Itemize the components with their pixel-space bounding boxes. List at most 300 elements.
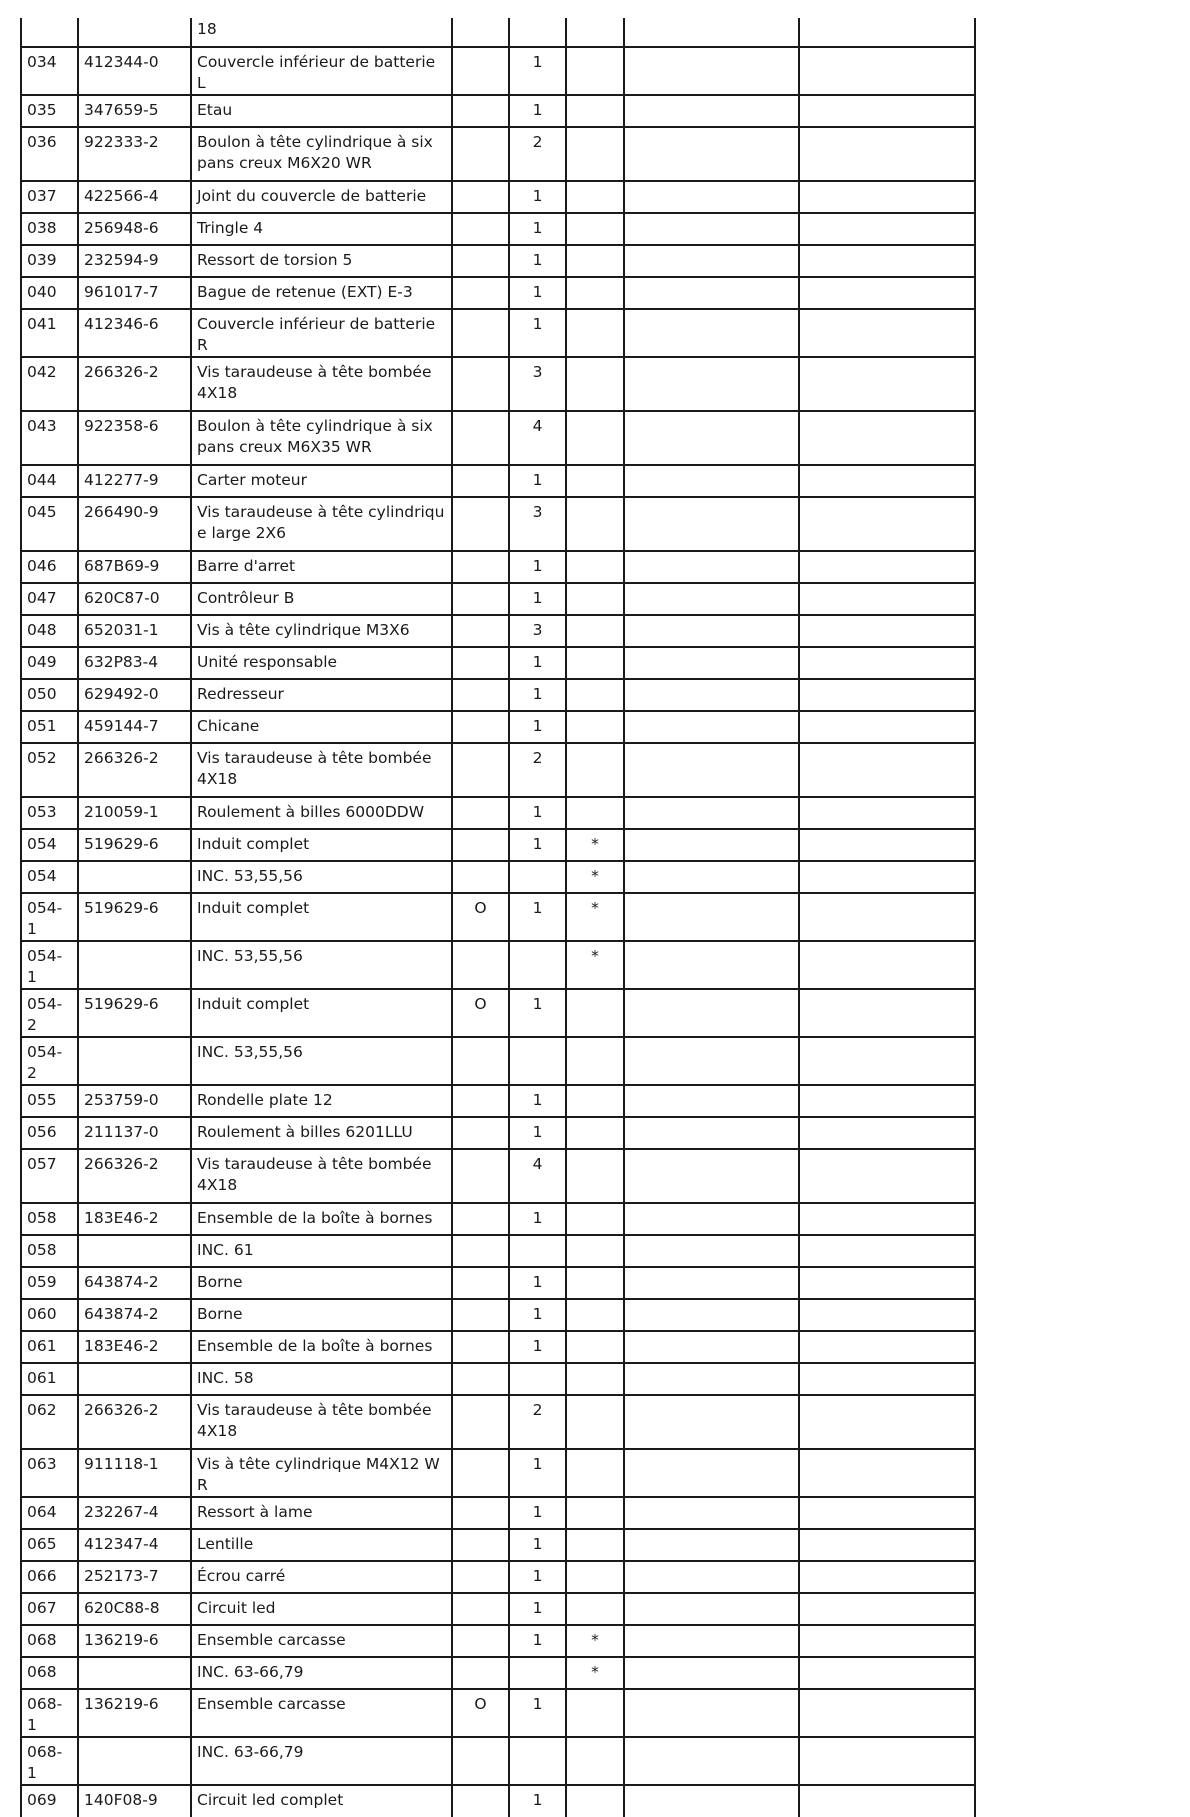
blank-cell [799,615,975,647]
mark-cell [452,213,509,245]
blank-cell [624,941,799,989]
item-number-cell: 045 [21,497,78,551]
mark-cell [452,829,509,861]
mark-cell [452,941,509,989]
item-number-cell: 035 [21,95,78,127]
blank-cell [799,181,975,213]
item-number-cell: 068 [21,1625,78,1657]
description-cell: Redresseur [191,679,452,711]
mark-cell [452,127,509,181]
note-cell: * [566,893,624,941]
mark-cell [452,1117,509,1149]
quantity-cell: 2 [509,127,566,181]
quantity-cell: 1 [509,465,566,497]
blank-cell [624,1085,799,1117]
item-number-cell: 064 [21,1497,78,1529]
blank-cell [799,47,975,95]
description-cell: INC. 63-66,79 [191,1657,452,1689]
blank-cell [799,411,975,465]
blank-cell [799,679,975,711]
table-row [21,1235,975,1267]
quantity-cell: 1 [509,1561,566,1593]
table-row [21,181,975,213]
blank-cell [799,941,975,989]
blank-cell [624,1737,799,1785]
quantity-cell: 3 [509,357,566,411]
note-cell [566,213,624,245]
part-number-cell: 911118-1 [78,1449,191,1497]
blank-cell [624,647,799,679]
note-cell [566,1203,624,1235]
quantity-cell [509,1037,566,1085]
blank-cell [624,1689,799,1737]
table-row [21,615,975,647]
mark-cell [452,743,509,797]
description-cell: Borne [191,1267,452,1299]
description-cell: Vis taraudeuse à tête bombée 4X18 [191,1395,452,1449]
part-number-cell: 347659-5 [78,95,191,127]
quantity-cell: 1 [509,1203,566,1235]
description-cell: Induit complet [191,989,452,1037]
mark-cell [452,1737,509,1785]
blank-cell [799,1037,975,1085]
part-number-cell: 136219-6 [78,1689,191,1737]
description-cell: Vis à tête cylindrique M3X6 [191,615,452,647]
item-number-cell: 043 [21,411,78,465]
item-number-cell: 056 [21,1117,78,1149]
quantity-cell: 1 [509,1267,566,1299]
table-row [21,711,975,743]
blank-cell [624,47,799,95]
mark-cell [452,465,509,497]
part-number-cell: 183E46-2 [78,1203,191,1235]
part-number-cell: 232267-4 [78,1497,191,1529]
description-cell: Circuit led [191,1593,452,1625]
note-cell [566,647,624,679]
blank-cell [799,1235,975,1267]
item-number-cell: 059 [21,1267,78,1299]
description-cell: INC. 61 [191,1235,452,1267]
mark-cell [452,861,509,893]
note-cell [566,679,624,711]
mark-cell [452,357,509,411]
mark-cell [452,1561,509,1593]
item-number-cell: 054-2 [21,1037,78,1085]
part-number-cell: 519629-6 [78,893,191,941]
description-cell: INC. 53,55,56 [191,1037,452,1085]
blank-cell [799,245,975,277]
blank-cell [799,1657,975,1689]
quantity-cell [509,941,566,989]
part-number-cell [78,1235,191,1267]
table-row [21,1449,975,1497]
blank-cell [799,1449,975,1497]
mark-cell [452,497,509,551]
blank-cell [799,1737,975,1785]
note-cell [566,615,624,647]
quantity-cell [509,1657,566,1689]
blank-cell [624,1395,799,1449]
quantity-cell: 1 [509,309,566,357]
quantity-cell: 1 [509,829,566,861]
description-cell: Ensemble carcasse [191,1689,452,1737]
blank-cell [624,309,799,357]
part-number-cell: 232594-9 [78,245,191,277]
description-cell: INC. 53,55,56 [191,861,452,893]
blank-cell [624,1449,799,1497]
item-number-cell: 054 [21,861,78,893]
part-number-cell: 412346-6 [78,309,191,357]
item-number-cell: 042 [21,357,78,411]
table-row [21,743,975,797]
note-cell: * [566,1625,624,1657]
description-cell: Barre d'arret [191,551,452,583]
description-cell: Rondelle plate 12 [191,1085,452,1117]
item-number-cell: 044 [21,465,78,497]
item-number-cell: 066 [21,1561,78,1593]
note-cell [566,1085,624,1117]
item-number-cell: 060 [21,1299,78,1331]
part-number-cell: 632P83-4 [78,647,191,679]
description-cell: Contrôleur B [191,583,452,615]
description-cell: Unité responsable [191,647,452,679]
mark-cell [452,1785,509,1817]
note-cell: * [566,1657,624,1689]
part-number-cell: 519629-6 [78,989,191,1037]
quantity-cell [509,861,566,893]
blank-cell [799,277,975,309]
blank-cell [799,213,975,245]
table-row [21,679,975,711]
part-number-cell: 412277-9 [78,465,191,497]
description-cell: INC. 63-66,79 [191,1737,452,1785]
item-number-cell: 058 [21,1203,78,1235]
description-cell: Lentille [191,1529,452,1561]
table-row [21,245,975,277]
blank-cell [624,277,799,309]
table-row [21,941,975,989]
blank-cell [624,583,799,615]
blank-cell [799,829,975,861]
mark-cell [452,1331,509,1363]
blank-cell [799,357,975,411]
quantity-cell: 1 [509,1625,566,1657]
blank-cell [624,1625,799,1657]
part-number-cell: 459144-7 [78,711,191,743]
table-row [21,95,975,127]
blank-cell [624,245,799,277]
quantity-cell [509,1737,566,1785]
note-cell [566,1331,624,1363]
quantity-cell: 1 [509,213,566,245]
description-cell: Ensemble carcasse [191,1625,452,1657]
table-row [21,861,975,893]
mark-cell [452,647,509,679]
blank-cell [799,743,975,797]
blank-cell [624,127,799,181]
quantity-cell: 1 [509,1085,566,1117]
note-cell [566,1785,624,1817]
description-cell: INC. 53,55,56 [191,941,452,989]
item-number-cell: 051 [21,711,78,743]
quantity-cell: 1 [509,277,566,309]
description-cell: Couvercle inférieur de batterie L [191,47,452,95]
note-cell [566,1689,624,1737]
table-row [21,647,975,679]
mark-cell [452,679,509,711]
blank-cell [624,465,799,497]
description-cell: Etau [191,95,452,127]
table-row [21,1561,975,1593]
part-number-cell: 922358-6 [78,411,191,465]
table-row [21,1085,975,1117]
blank-cell [624,411,799,465]
quantity-cell [509,18,566,47]
blank-cell [799,1363,975,1395]
blank-cell [799,1497,975,1529]
part-number-cell: 183E46-2 [78,1331,191,1363]
note-cell [566,1299,624,1331]
part-number-cell: 519629-6 [78,829,191,861]
blank-cell [799,1785,975,1817]
mark-cell [452,1363,509,1395]
table-row [21,1395,975,1449]
blank-cell [624,743,799,797]
table-row [21,1785,975,1817]
item-number-cell: 052 [21,743,78,797]
description-cell: Roulement à billes 6000DDW [191,797,452,829]
table-row [21,1267,975,1299]
table-row [21,1117,975,1149]
part-number-cell: 266490-9 [78,497,191,551]
quantity-cell: 1 [509,583,566,615]
note-cell [566,18,624,47]
blank-cell [624,95,799,127]
part-number-cell: 266326-2 [78,1149,191,1203]
mark-cell: O [452,989,509,1037]
table-row [21,1331,975,1363]
blank-cell [624,551,799,583]
quantity-cell: 1 [509,245,566,277]
description-cell: Vis taraudeuse à tête bombée 4X18 [191,1149,452,1203]
part-number-cell: 256948-6 [78,213,191,245]
note-cell [566,277,624,309]
blank-cell [799,1267,975,1299]
blank-cell [799,1299,975,1331]
part-number-cell: 643874-2 [78,1267,191,1299]
item-number-cell: 054-1 [21,941,78,989]
note-cell [566,797,624,829]
part-number-cell [78,18,191,47]
item-number-cell: 054-1 [21,893,78,941]
item-number-cell: 068 [21,1657,78,1689]
item-number-cell: 069 [21,1785,78,1817]
mark-cell [452,615,509,647]
mark-cell [452,1625,509,1657]
table-row [21,829,975,861]
mark-cell: O [452,1689,509,1737]
part-number-cell [78,1363,191,1395]
part-number-cell: 652031-1 [78,615,191,647]
item-number-cell: 046 [21,551,78,583]
quantity-cell [509,1363,566,1395]
item-number-cell: 039 [21,245,78,277]
note-cell [566,583,624,615]
item-number-cell: 047 [21,583,78,615]
quantity-cell: 2 [509,1395,566,1449]
table-row [21,127,975,181]
quantity-cell: 1 [509,47,566,95]
part-number-cell: 922333-2 [78,127,191,181]
blank-cell [799,893,975,941]
part-number-cell: 210059-1 [78,797,191,829]
blank-cell [624,1785,799,1817]
blank-cell [624,711,799,743]
description-cell: Écrou carré [191,1561,452,1593]
blank-cell [624,989,799,1037]
quantity-cell: 1 [509,647,566,679]
description-cell: Ressort à lame [191,1497,452,1529]
blank-cell [799,1203,975,1235]
quantity-cell: 1 [509,1497,566,1529]
blank-cell [624,1561,799,1593]
part-number-cell [78,1657,191,1689]
table-row [21,1625,975,1657]
table-row [21,893,975,941]
part-number-cell: 266326-2 [78,743,191,797]
quantity-cell: 1 [509,551,566,583]
table-row [21,583,975,615]
mark-cell [452,1657,509,1689]
note-cell [566,989,624,1037]
quantity-cell: 1 [509,1785,566,1817]
item-number-cell: 061 [21,1363,78,1395]
item-number-cell: 067 [21,1593,78,1625]
quantity-cell: 1 [509,95,566,127]
item-number-cell: 053 [21,797,78,829]
quantity-cell: 3 [509,497,566,551]
table-row [21,1037,975,1085]
mark-cell [452,1529,509,1561]
quantity-cell: 1 [509,1117,566,1149]
blank-cell [624,893,799,941]
blank-cell [624,1117,799,1149]
part-number-cell: 687B69-9 [78,551,191,583]
blank-cell [799,309,975,357]
blank-cell [624,181,799,213]
quantity-cell: 1 [509,1689,566,1737]
mark-cell [452,309,509,357]
note-cell [566,245,624,277]
blank-cell [799,127,975,181]
item-number-cell [21,18,78,47]
blank-cell [624,1203,799,1235]
mark-cell [452,181,509,213]
part-number-cell: 252173-7 [78,1561,191,1593]
parts-table [20,18,976,1817]
mark-cell [452,1085,509,1117]
quantity-cell: 1 [509,989,566,1037]
blank-cell [624,679,799,711]
note-cell [566,127,624,181]
mark-cell [452,1395,509,1449]
part-number-cell: 266326-2 [78,357,191,411]
description-cell: Induit complet [191,829,452,861]
note-cell [566,1529,624,1561]
note-cell [566,1037,624,1085]
blank-cell [799,1331,975,1363]
note-cell [566,1497,624,1529]
item-number-cell: 048 [21,615,78,647]
blank-cell [799,711,975,743]
item-number-cell: 036 [21,127,78,181]
note-cell [566,1561,624,1593]
blank-cell [799,1085,975,1117]
mark-cell [452,1299,509,1331]
table-row [21,1689,975,1737]
note-cell [566,743,624,797]
mark-cell [452,277,509,309]
blank-cell [799,989,975,1037]
note-cell [566,1117,624,1149]
table-row [21,1593,975,1625]
blank-cell [624,18,799,47]
item-number-cell: 040 [21,277,78,309]
blank-cell [624,1149,799,1203]
note-cell [566,181,624,213]
blank-cell [624,1331,799,1363]
quantity-cell: 1 [509,679,566,711]
note-cell [566,1593,624,1625]
table-row [21,1497,975,1529]
table-row [21,1149,975,1203]
mark-cell [452,1497,509,1529]
part-number-cell: 620C88-8 [78,1593,191,1625]
item-number-cell: 061 [21,1331,78,1363]
note-cell [566,1235,624,1267]
note-cell [566,1737,624,1785]
quantity-cell [509,1235,566,1267]
description-cell: Borne [191,1299,452,1331]
description-cell: Boulon à tête cylindrique à six pans creux M6X35 WR [191,411,452,465]
description-cell: Carter moteur [191,465,452,497]
quantity-cell: 4 [509,1149,566,1203]
note-cell [566,1449,624,1497]
description-cell: Bague de retenue (EXT) E-3 [191,277,452,309]
note-cell [566,551,624,583]
description-cell: Ensemble de la boîte à bornes [191,1331,452,1363]
table-row [21,1203,975,1235]
item-number-cell: 034 [21,47,78,95]
description-cell: Ressort de torsion 5 [191,245,452,277]
blank-cell [624,861,799,893]
description-cell: Vis taraudeuse à tête cylindrique large 2X6 [191,497,452,551]
blank-cell [624,497,799,551]
item-number-cell: 037 [21,181,78,213]
quantity-cell: 1 [509,797,566,829]
part-number-cell: 629492-0 [78,679,191,711]
item-number-cell: 058 [21,1235,78,1267]
note-cell [566,1363,624,1395]
table-row [21,47,975,95]
mark-cell [452,1593,509,1625]
blank-cell [799,1689,975,1737]
note-cell [566,309,624,357]
description-cell: 18 [191,18,452,47]
blank-cell [799,1117,975,1149]
blank-cell [624,1529,799,1561]
part-number-cell: 422566-4 [78,181,191,213]
